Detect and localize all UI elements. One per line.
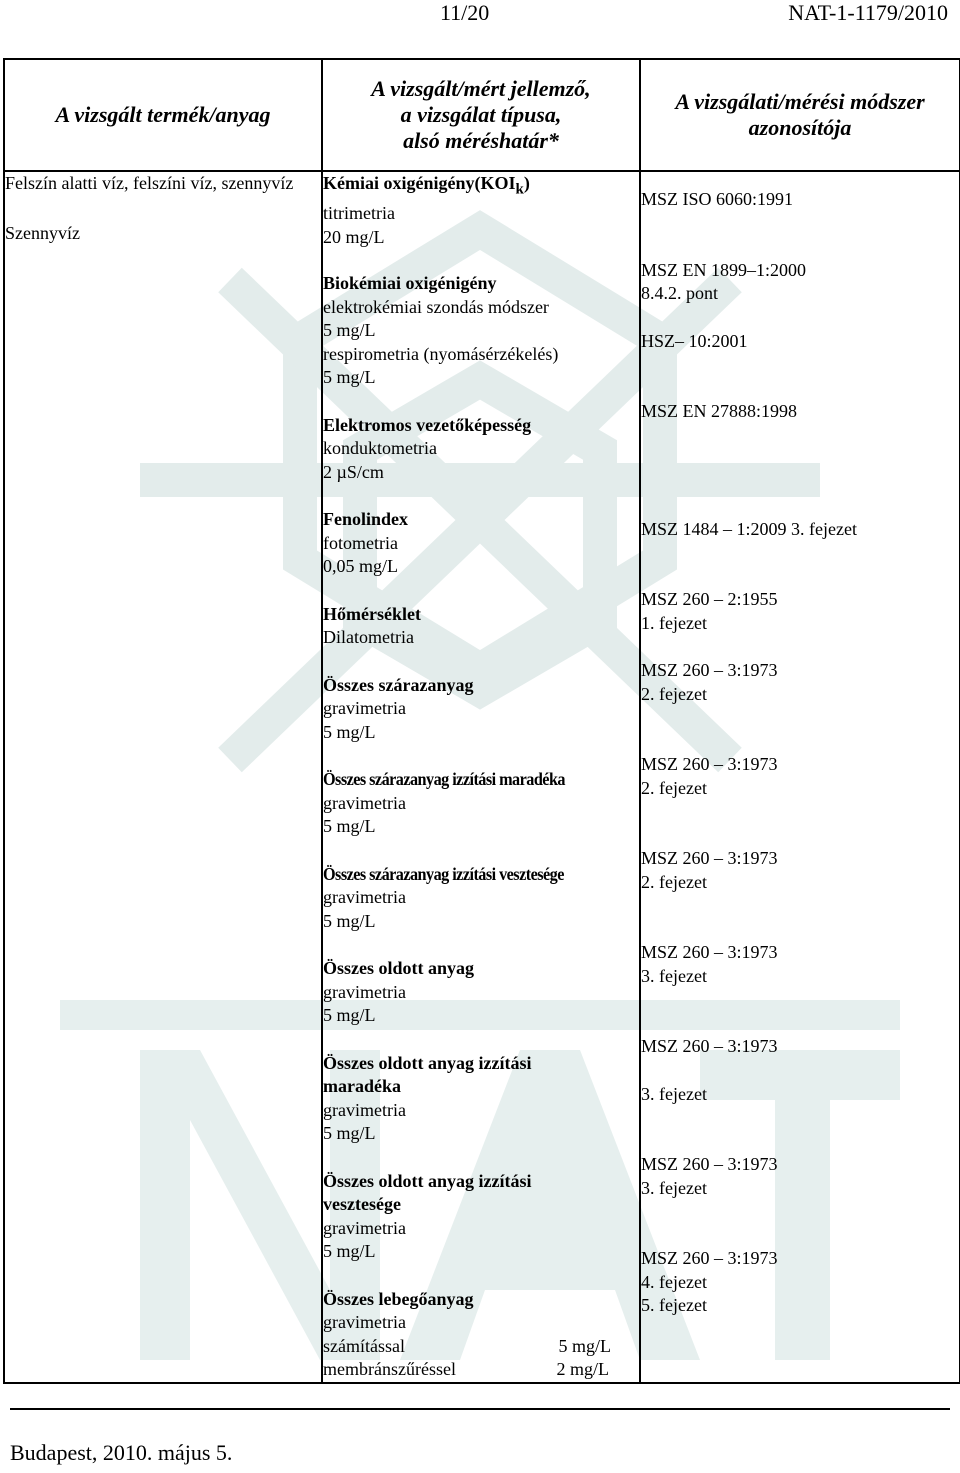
entry-title: Összes oldott anyag: [323, 958, 475, 979]
method-item: MSZ 260 – 3:1973 2. fejezet: [641, 754, 778, 798]
method-item: MSZ 260 – 2:1955 1. fejezet: [641, 589, 778, 633]
method-item: MSZ EN 1899–1:2000 8.4.2. pont HSZ– 10:2001: [641, 259, 807, 351]
header-product: A vizsgált termék/anyag: [4, 59, 322, 171]
entry-dry-matter-loss: Összes szárazanyag izzítási vesztesége gravimetria 5 mg/L: [323, 863, 564, 931]
entry-title: Összes lebegőanyag: [323, 1288, 474, 1309]
entry-title: Kémiai $oxigénigény(KOI_k)$: [323, 173, 530, 198]
entry-title-line2: vesztesége: [323, 1194, 401, 1215]
product-cell: [4, 171, 322, 1383]
footer-place-date: Budapest, 2010. május 5.: [10, 1440, 233, 1465]
product-item: Szennyvíz: [5, 222, 80, 243]
entry-suspended: Összes lebegőanyag gravimetria számítással 5 mg/L membránszűréssel 2 mg/L: [323, 1288, 639, 1382]
method-item: MSZ 260 – 3:1973 2. fejezet: [641, 660, 778, 704]
document-id: NAT-1-1179/2010: [788, 0, 948, 25]
method-item: MSZ 1484 – 1:2009 3. fejezet: [641, 518, 857, 539]
entry-title: Összes szárazanyag izzítási maradéka: [323, 769, 565, 790]
accreditation-table: [3, 58, 960, 1384]
method-item: MSZ 260 – 3:1973 2. fejezet: [641, 848, 778, 892]
entry-dissolved: Összes oldott anyag gravimetria 5 mg/L: [323, 957, 639, 1028]
header-characteristic: A vizsgált/mért jellemző, a vizsgálat típusa, alsó méréshatár*: [322, 59, 640, 171]
entry-title: Összes oldott anyag izzítási: [323, 1170, 532, 1191]
entry-temperature: Hőmérséklet Dilatometria: [323, 603, 639, 650]
product-item: Felszín alatti víz, felszíni víz, szennyvíz: [5, 173, 294, 193]
entry-title: Biokémiai oxigénigény: [323, 273, 497, 294]
entry-title: Összes szárazanyag izzítási vesztesége: [323, 863, 564, 884]
entry-dry-matter: Összes szárazanyag gravimetria 5 mg/L: [323, 674, 639, 745]
entry-title-line2: maradéka: [323, 1076, 401, 1097]
characteristic-cell: [322, 171, 640, 1383]
entry-dissolved-loss: Összes oldott anyag izzítási vesztesége gravimetria 5 mg/L: [323, 1170, 639, 1264]
method-item: MSZ 260 – 3:1973 4. fejezet 5. fejezet: [641, 1248, 778, 1315]
entry-pair: membránszűréssel 2 mg/L: [323, 1359, 609, 1380]
entry-title: Összes szárazanyag: [323, 674, 474, 695]
entry-dissolved-residue: Összes oldott anyag izzítási maradéka gravimetria 5 mg/L: [323, 1052, 639, 1146]
entry-koi: Kémiai $oxigénigény(KOI_k)$ titrimetria 20 mg/L: [323, 172, 639, 249]
entry-pair: számítással 5 mg/L: [323, 1335, 611, 1356]
entry-title: Fenolindex: [323, 509, 409, 530]
method-item: MSZ 260 – 3:1973 3. fejezet: [641, 942, 778, 986]
entry-conductivity: Elektromos vezetőképesség konduktometria 2 µS/cm: [323, 414, 639, 485]
page-number: 11/20: [440, 0, 490, 25]
entry-dry-matter-residue: Összes szárazanyag izzítási maradéka gravimetria 5 mg/L: [323, 769, 565, 837]
entry-title: Összes oldott anyag izzítási: [323, 1052, 532, 1073]
entry-boi: Biokémiai oxigénigény elektrokémiai szondás módszer 5 mg/L respirometria (nyomásérzékelés) 5 mg/L: [323, 272, 639, 390]
method-item: MSZ ISO 6060:1991: [641, 189, 794, 209]
entry-title: Hőmérséklet: [323, 603, 421, 624]
header-method: A vizsgálati/mérési módszer azonosítója: [640, 59, 960, 171]
method-item: MSZ EN 27888:1998: [641, 401, 798, 421]
method-item: MSZ 260 – 3:1973 3. fejezet: [641, 1154, 778, 1198]
footer-divider: [10, 1408, 950, 1410]
entry-title: Elektromos vezetőképesség: [323, 414, 532, 435]
method-item: MSZ 260 – 3:1973 3. fejezet: [641, 1036, 778, 1104]
entry-phenol: Fenolindex fotometria 0,05 mg/L: [323, 508, 639, 579]
method-cell: [640, 171, 960, 1383]
